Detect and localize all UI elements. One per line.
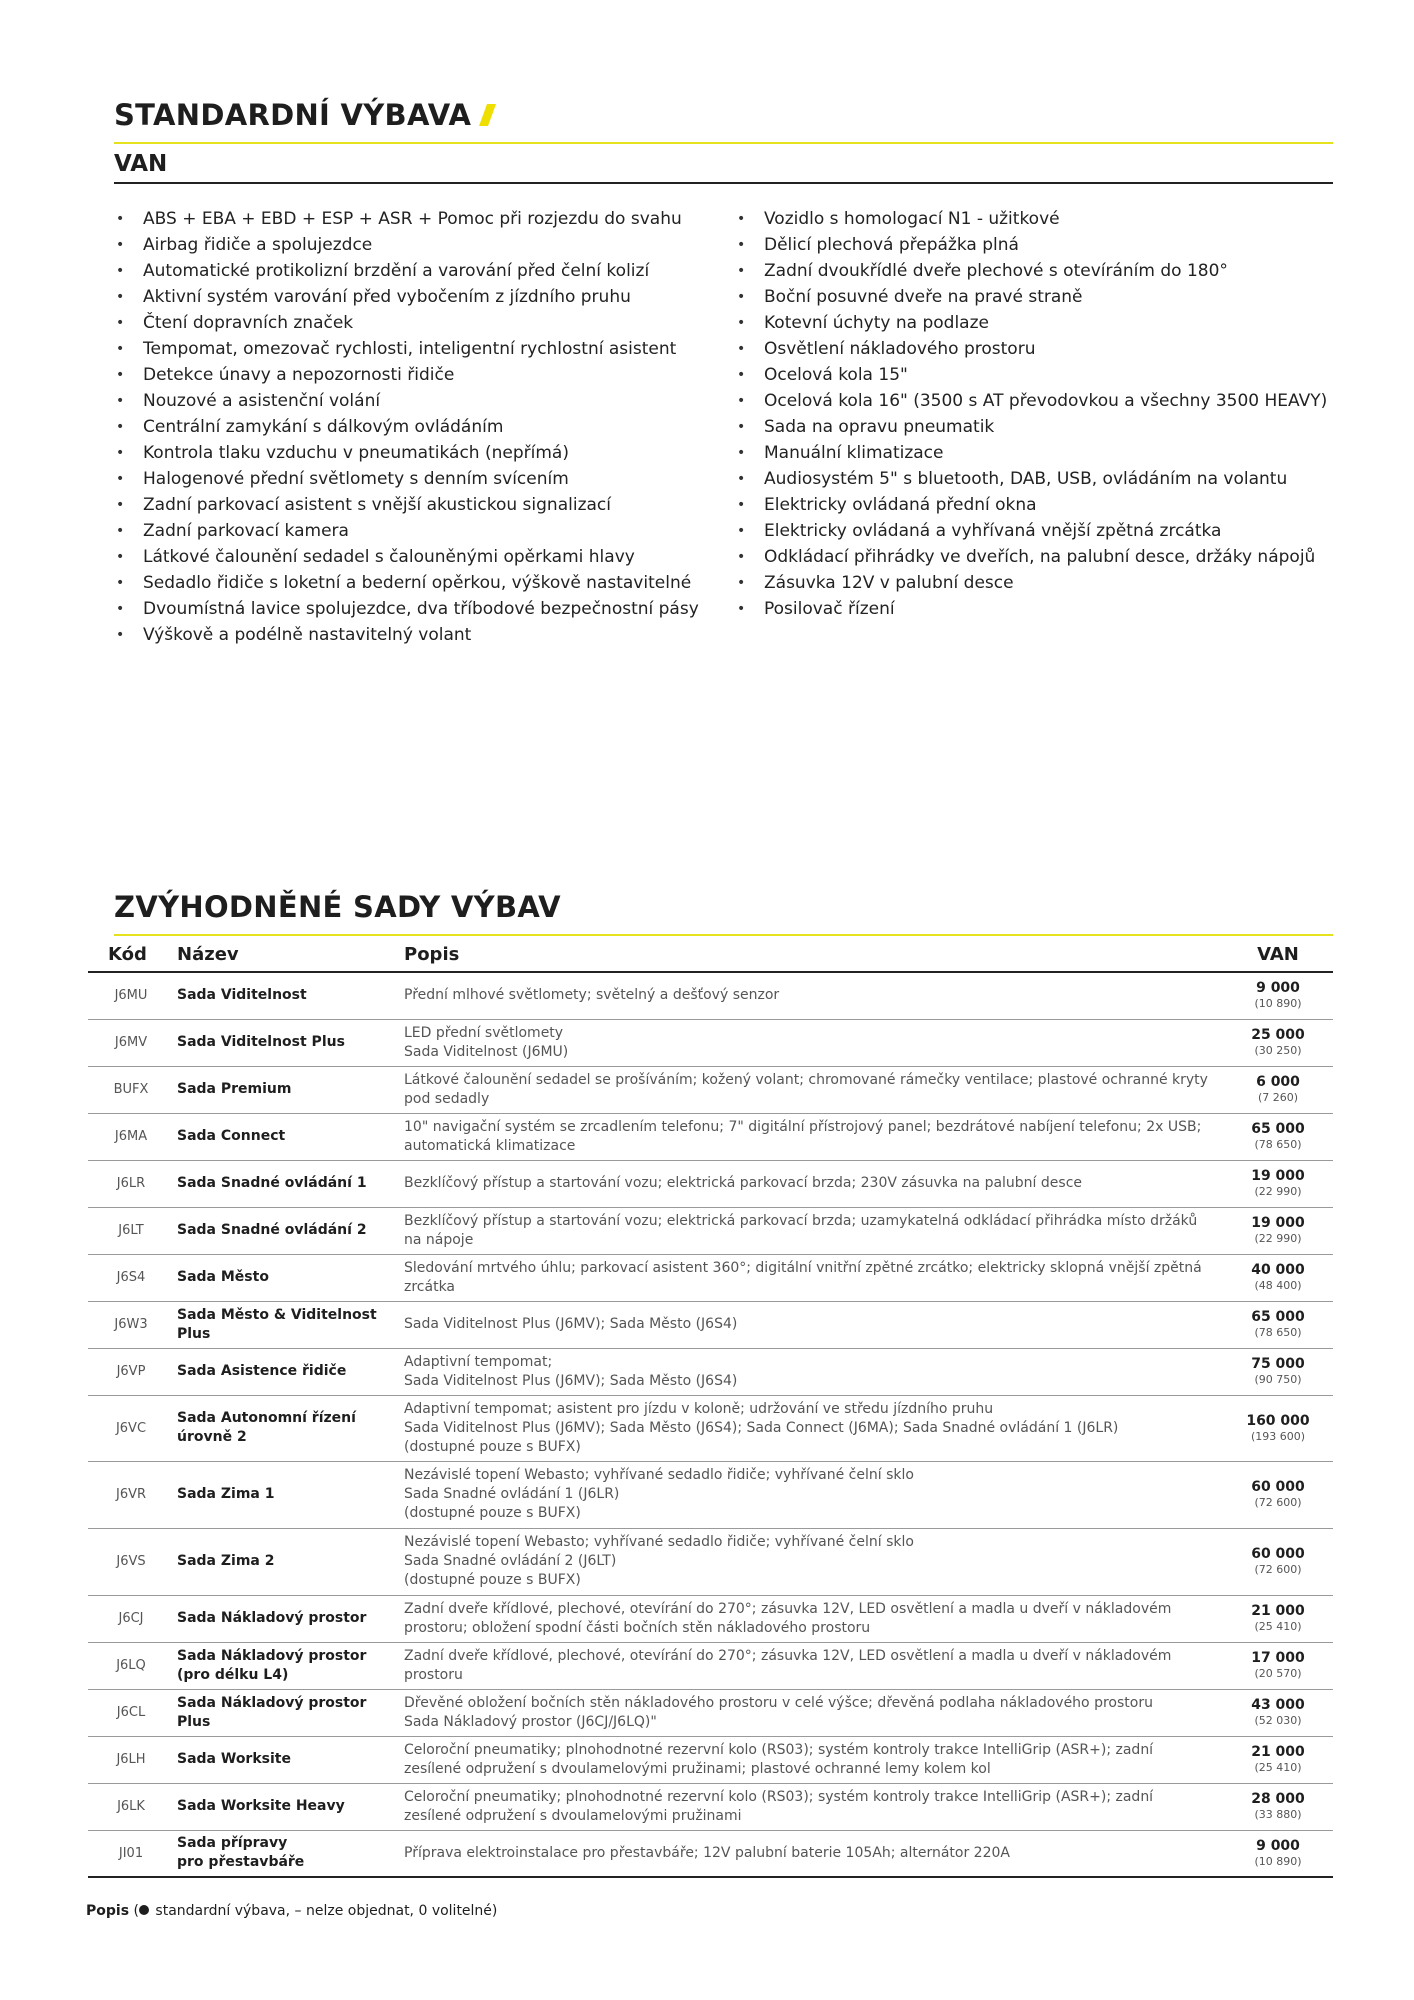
set-price: 9 000 <box>1256 1837 1300 1854</box>
set-price: 75 000 <box>1251 1356 1305 1372</box>
set-description: Přední mlhové světlomety; světelný a dešťový senzor <box>401 972 1223 1019</box>
set-code: J6VC <box>88 1395 174 1461</box>
list-item: • Kotevní úchyty na podlaze <box>735 310 1327 336</box>
table-row <box>88 1066 1333 1113</box>
table-row <box>88 1254 1333 1301</box>
set-price-with-vat: (52 030) <box>1254 1714 1302 1727</box>
table-row <box>88 1783 1333 1830</box>
legend-open-paren: ( <box>133 1903 139 1919</box>
legend-label: Popis <box>86 1903 130 1919</box>
list-item: • Zadní dvoukřídlé dveře plechové s otevíráním do 180° <box>735 258 1327 284</box>
set-name: Sada Snadné ovládání 1 <box>174 1160 401 1207</box>
set-description: 10" navigační systém se zrcadlením telefonu; 7" digitální přístrojový panel; bezdrátové nabíjení telefonu; 2x USB; automatická klimatizace <box>401 1113 1223 1160</box>
set-code: J6VR <box>88 1461 174 1528</box>
set-price-cell <box>1223 1595 1333 1642</box>
set-price-with-vat: (22 990) <box>1254 1232 1302 1245</box>
set-price: 21 000 <box>1251 1603 1305 1619</box>
set-price-with-vat: (30 250) <box>1254 1044 1302 1057</box>
set-price-cell <box>1223 1830 1333 1877</box>
table-row <box>88 1113 1333 1160</box>
set-description: Zadní dveře křídlové, plechové, otevírání do 270°; zásuvka 12V, LED osvětlení a madla u dveří v nákladovém prostoru; obložení spodní části bočních stěn nákladového prostoru <box>401 1595 1223 1642</box>
set-name: Sada Connect <box>174 1113 401 1160</box>
set-name: Sada Worksite <box>174 1736 401 1783</box>
table-row <box>88 1689 1333 1736</box>
set-price: 160 000 <box>1246 1412 1310 1429</box>
set-price-cell <box>1223 1348 1333 1395</box>
list-item: • Látkové čalounění sedadel s čalouněnými opěrkami hlavy <box>114 544 699 570</box>
list-item: • Centrální zamykání s dálkovým ovládáním <box>114 414 699 440</box>
accent-slash-icon <box>479 104 496 126</box>
set-name: Sada Premium <box>174 1066 401 1113</box>
set-code: J6LT <box>88 1207 174 1254</box>
set-price-cell <box>1223 1207 1333 1254</box>
list-item: • Elektricky ovládaná přední okna <box>735 492 1327 518</box>
set-price-cell <box>1223 1783 1333 1830</box>
set-description: Látkové čalounění sedadel se prošíváním; kožený volant; chromované rámečky ventilace; plastové ochranné kryty pod sedadly <box>401 1066 1223 1113</box>
set-price-with-vat: (7 260) <box>1257 1091 1299 1104</box>
set-price-with-vat: (20 570) <box>1254 1667 1302 1680</box>
list-item: • Dělicí plechová přepážka plná <box>735 232 1327 258</box>
set-price-with-vat: (10 890) <box>1254 1854 1302 1868</box>
list-item: • Aktivní systém varování před vybočením z jízdního pruhu <box>114 284 699 310</box>
table-row <box>88 1019 1333 1066</box>
table-row <box>88 1736 1333 1783</box>
set-price-with-vat: (72 600) <box>1254 1563 1302 1576</box>
legend-text: standardní výbava, – nelze objednat, 0 volitelné) <box>155 1903 498 1919</box>
list-item: • Sada na opravu pneumatik <box>735 414 1327 440</box>
set-name: Sada Město <box>174 1254 401 1301</box>
header-name: Název <box>174 937 401 972</box>
set-description: Dřevěné obložení bočních stěn nákladového prostoru v celé výšce; dřevěná podlaha nákladového prostoru Sada Nákladový prostor (J6CJ/J6LQ)" <box>401 1689 1223 1736</box>
set-name: Sada Nákladový prostor <box>174 1595 401 1642</box>
set-code: J6W3 <box>88 1301 174 1348</box>
table-row <box>88 1348 1333 1395</box>
set-code: BUFX <box>88 1066 174 1113</box>
list-item: • Elektricky ovládaná a vyhřívaná vnější zpětná zrcátka <box>735 518 1327 544</box>
set-price-cell <box>1223 1461 1333 1528</box>
set-description: Nezávislé topení Webasto; vyhřívané sedadlo řidiče; vyhřívané čelní sklo Sada Snadné ovládání 2 (J6LT) (dostupné pouze s BUFX) <box>401 1528 1223 1595</box>
set-price-with-vat: (48 400) <box>1254 1279 1302 1292</box>
set-name: Sada Worksite Heavy <box>174 1783 401 1830</box>
set-name: Sada Nákladový prostor (pro délku L4) <box>174 1642 401 1689</box>
list-item: • Boční posuvné dveře na pravé straně <box>735 284 1327 310</box>
list-item: • Automatické protikolizní brzdění a varování před čelní kolizí <box>114 258 699 284</box>
set-code: J6LR <box>88 1160 174 1207</box>
list-item: • Airbag řidiče a spolujezdce <box>114 232 699 258</box>
set-description: Sada Viditelnost Plus (J6MV); Sada Město (J6S4) <box>401 1301 1223 1348</box>
set-description: Adaptivní tempomat; asistent pro jízdu v koloně; udržování ve středu jízdního pruhu Sada Viditelnost Plus (J6MV); Sada Město (J6S4); Sada Connect (J6MA); Sada Snadné ovládání 1 (J6LR) (dostupné pouze s BUFX) <box>401 1395 1223 1461</box>
set-price: 19 000 <box>1251 1215 1305 1231</box>
set-price-cell <box>1223 1736 1333 1783</box>
table-row <box>88 972 1333 1019</box>
header-price-van: VAN <box>1223 937 1333 972</box>
set-price-cell <box>1223 1395 1333 1461</box>
set-description: Nezávislé topení Webasto; vyhřívané sedadlo řidiče; vyhřívané čelní sklo Sada Snadné ovládání 1 (J6LR) (dostupné pouze s BUFX) <box>401 1461 1223 1528</box>
set-name: Sada Město & Viditelnost Plus <box>174 1301 401 1348</box>
list-item: • Ocelová kola 15" <box>735 362 1327 388</box>
equipment-sets-title: ZVÝHODNĚNÉ SADY VÝBAV <box>114 890 561 924</box>
set-price: 60 000 <box>1251 1479 1305 1495</box>
equipment-sets-table <box>88 937 1333 1878</box>
list-item: • Tempomat, omezovač rychlosti, inteligentní rychlostní asistent <box>114 336 699 362</box>
list-item: • Audiosystém 5" s bluetooth, DAB, USB, ovládáním na volantu <box>735 466 1327 492</box>
header-code: Kód <box>88 937 174 972</box>
list-item: • ABS + EBA + EBD + ESP + ASR + Pomoc při rozjezdu do svahu <box>114 206 699 232</box>
set-price-with-vat: (78 650) <box>1254 1326 1302 1339</box>
set-price: 9 000 <box>1256 980 1300 997</box>
set-description: Příprava elektroinstalace pro přestavbáře; 12V palubní baterie 105Ah; alternátor 220A <box>401 1830 1223 1877</box>
set-price-cell <box>1223 1254 1333 1301</box>
set-price-with-vat: (25 410) <box>1254 1761 1302 1774</box>
set-price: 19 000 <box>1251 1168 1305 1184</box>
set-description: Celoroční pneumatiky; plnohodnotné rezervní kolo (RS03); systém kontroly trakce IntelliGrip (ASR+); zadní zesílené odpružení s dvoulamelovými pružinami; plastové ochranné lemy kolem kol <box>401 1736 1223 1783</box>
legend <box>86 1903 497 1919</box>
set-name: Sada Zima 1 <box>174 1461 401 1528</box>
set-price-cell <box>1223 972 1333 1019</box>
set-description: Bezklíčový přístup a startování vozu; elektrická parkovací brzda; 230V zásuvka na palubní desce <box>401 1160 1223 1207</box>
set-price-cell <box>1223 1019 1333 1066</box>
set-price-with-vat: (78 650) <box>1254 1138 1302 1151</box>
set-code: J6MU <box>88 972 174 1019</box>
standard-equipment-title-text: STANDARDNÍ VÝBAVA <box>114 98 472 132</box>
table-row <box>88 1301 1333 1348</box>
set-description: Adaptivní tempomat; Sada Viditelnost Plus (J6MV); Sada Město (J6S4) <box>401 1348 1223 1395</box>
set-price: 65 000 <box>1251 1309 1305 1325</box>
list-item: • Osvětlení nákladového prostoru <box>735 336 1327 362</box>
set-price: 25 000 <box>1251 1027 1305 1043</box>
set-description: Celoroční pneumatiky; plnohodnotné rezervní kolo (RS03); systém kontroly trakce IntelliGrip (ASR+); zadní zesílené odpružení s dvoulamelovými pružinami <box>401 1783 1223 1830</box>
set-price: 6 000 <box>1256 1074 1300 1090</box>
set-description: Sledování mrtvého úhlu; parkovací asistent 360°; digitální vnitřní zpětné zrcátko; elektricky sklopná vnější zpětná zrcátka <box>401 1254 1223 1301</box>
list-item: • Nouzové a asistenční volání <box>114 388 699 414</box>
list-item: • Kontrola tlaku vzduchu v pneumatikách (nepřímá) <box>114 440 699 466</box>
list-item: • Sedadlo řidiče s loketní a bederní opěrkou, výškově nastavitelné <box>114 570 699 596</box>
set-code: J6LQ <box>88 1642 174 1689</box>
set-description: LED přední světlomety Sada Viditelnost (J6MU) <box>401 1019 1223 1066</box>
table-row <box>88 1395 1333 1461</box>
list-item: • Zásuvka 12V v palubní desce <box>735 570 1327 596</box>
list-item: • Manuální klimatizace <box>735 440 1327 466</box>
list-item: • Zadní parkovací asistent s vnější akustickou signalizací <box>114 492 699 518</box>
van-subtitle: VAN <box>114 151 168 177</box>
set-price: 60 000 <box>1251 1546 1305 1562</box>
list-item: • Vozidlo s homologací N1 - užitkové <box>735 206 1327 232</box>
set-code: J6CL <box>88 1689 174 1736</box>
set-code: J6MA <box>88 1113 174 1160</box>
list-item: • Posilovač řízení <box>735 596 1327 622</box>
list-item: • Odkládací přihrádky ve dveřích, na palubní desce, držáky nápojů <box>735 544 1327 570</box>
set-price-with-vat: (22 990) <box>1254 1185 1302 1198</box>
standard-equipment-title <box>114 98 492 132</box>
table-row <box>88 1595 1333 1642</box>
set-price-cell <box>1223 1301 1333 1348</box>
set-code: J6VS <box>88 1528 174 1595</box>
standard-bullet-icon <box>139 1905 149 1915</box>
list-item: • Čtení dopravních značek <box>114 310 699 336</box>
set-price: 21 000 <box>1251 1744 1305 1760</box>
set-price: 28 000 <box>1251 1791 1305 1807</box>
set-price: 17 000 <box>1251 1650 1305 1666</box>
set-name: Sada Viditelnost Plus <box>174 1019 401 1066</box>
list-item: • Výškově a podélně nastavitelný volant <box>114 622 699 648</box>
sets-title-divider-yellow <box>114 934 1333 936</box>
set-description: Bezklíčový přístup a startování vozu; elektrická parkovací brzda; uzamykatelná odkládací přihrádka místo držáků na nápoje <box>401 1207 1223 1254</box>
table-row <box>88 1207 1333 1254</box>
subtitle-divider <box>114 182 1333 184</box>
set-code: J6LK <box>88 1783 174 1830</box>
set-price-cell <box>1223 1528 1333 1595</box>
table-row <box>88 1642 1333 1689</box>
list-item: • Dvoumístná lavice spolujezdce, dva tříbodové bezpečnostní pásy <box>114 596 699 622</box>
set-price: 65 000 <box>1251 1121 1305 1137</box>
set-code: J6S4 <box>88 1254 174 1301</box>
set-price: 40 000 <box>1251 1262 1305 1278</box>
set-name: Sada Asistence řidiče <box>174 1348 401 1395</box>
set-price-with-vat: (90 750) <box>1254 1373 1302 1386</box>
table-header-row <box>88 937 1333 972</box>
list-item: • Detekce únavy a nepozornosti řidiče <box>114 362 699 388</box>
set-price-with-vat: (10 890) <box>1254 997 1302 1011</box>
set-code: JI01 <box>88 1830 174 1877</box>
set-description: Zadní dveře křídlové, plechové, otevírání do 270°; zásuvka 12V, LED osvětlení a madla u dveří v nákladovém prostoru <box>401 1642 1223 1689</box>
standard-equipment-list-left <box>114 206 699 648</box>
list-item: • Ocelová kola 16" (3500 s AT převodovkou a všechny 3500 HEAVY) <box>735 388 1327 414</box>
list-item: • Zadní parkovací kamera <box>114 518 699 544</box>
set-price-cell <box>1223 1642 1333 1689</box>
set-name: Sada Viditelnost <box>174 972 401 1019</box>
header-description: Popis <box>401 937 1223 972</box>
table-row <box>88 1461 1333 1528</box>
set-name: Sada Snadné ovládání 2 <box>174 1207 401 1254</box>
standard-equipment-list-right <box>735 206 1327 622</box>
set-code: J6LH <box>88 1736 174 1783</box>
table-row <box>88 1160 1333 1207</box>
set-price-cell <box>1223 1160 1333 1207</box>
set-price: 43 000 <box>1251 1697 1305 1713</box>
set-code: J6CJ <box>88 1595 174 1642</box>
set-code: J6MV <box>88 1019 174 1066</box>
equipment-sets-body <box>88 972 1333 1877</box>
set-price-cell <box>1223 1689 1333 1736</box>
table-row <box>88 1830 1333 1877</box>
set-price-cell <box>1223 1113 1333 1160</box>
set-name: Sada Nákladový prostor Plus <box>174 1689 401 1736</box>
table-row <box>88 1528 1333 1595</box>
set-name: Sada Zima 2 <box>174 1528 401 1595</box>
set-code: J6VP <box>88 1348 174 1395</box>
set-name: Sada přípravy pro přestavbáře <box>174 1830 401 1877</box>
set-price-cell <box>1223 1066 1333 1113</box>
set-price-with-vat: (193 600) <box>1250 1429 1306 1443</box>
title-divider-yellow <box>114 142 1333 144</box>
set-name: Sada Autonomní řízení úrovně 2 <box>174 1395 401 1461</box>
set-price-with-vat: (72 600) <box>1254 1496 1302 1509</box>
set-price-with-vat: (33 880) <box>1254 1808 1302 1821</box>
list-item: • Halogenové přední světlomety s denním svícením <box>114 466 699 492</box>
set-price-with-vat: (25 410) <box>1254 1620 1302 1633</box>
